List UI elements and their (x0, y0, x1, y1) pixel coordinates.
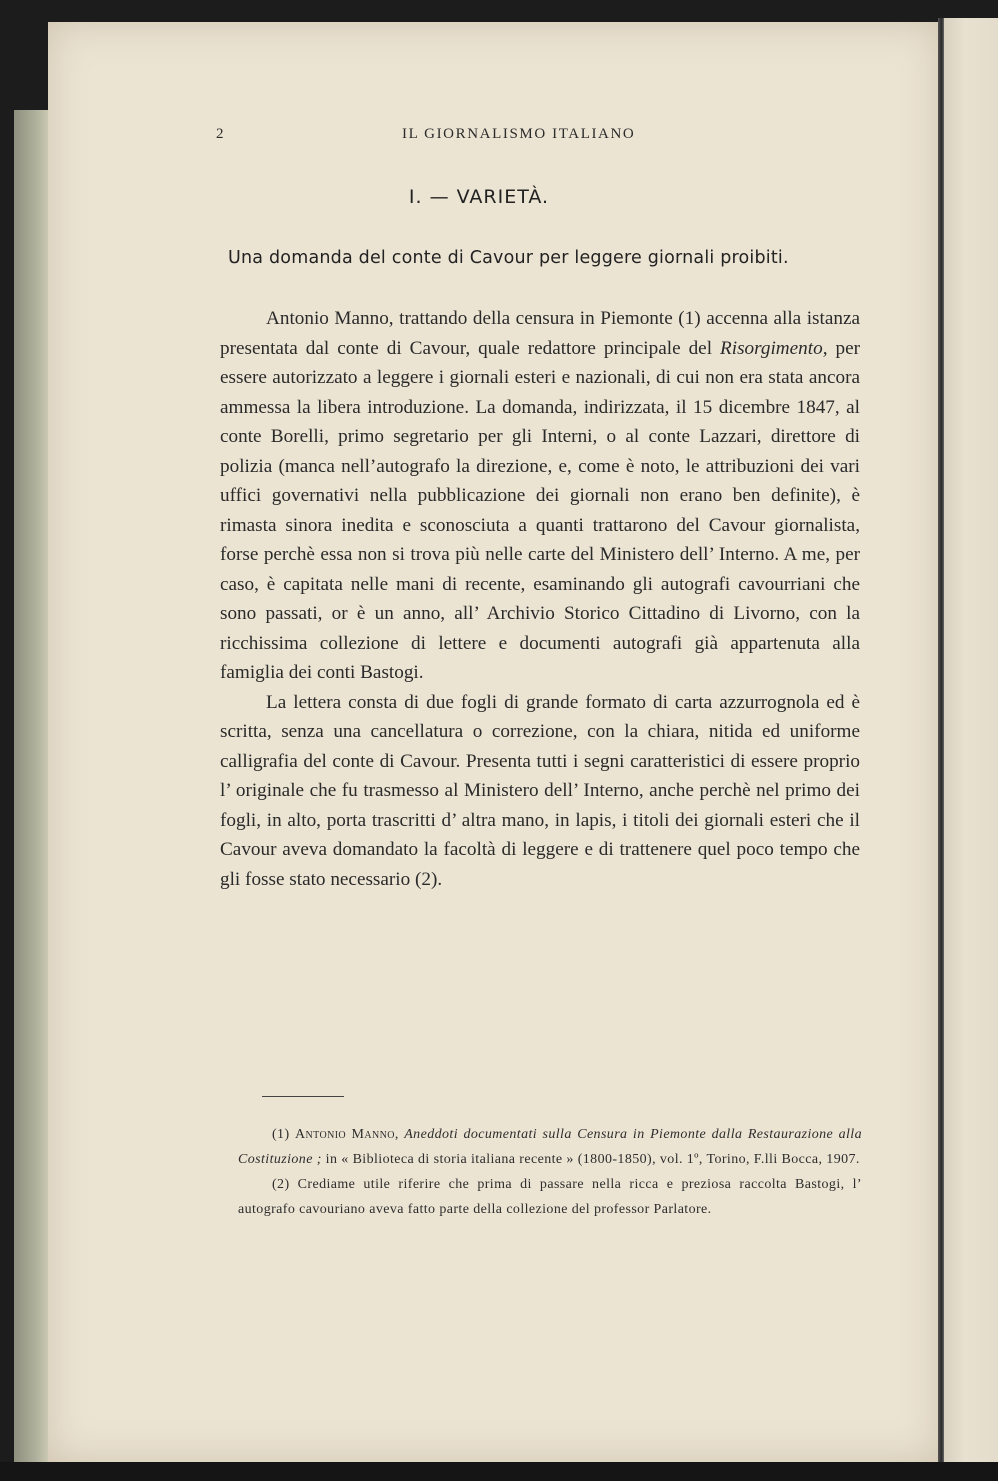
newspaper-title: Risorgimento, (720, 337, 828, 359)
footnotes (238, 1122, 862, 1222)
article-body (220, 304, 860, 894)
article-subtitle: Una domanda del conte di Cavour per leggere giornali proibiti. (228, 248, 789, 268)
page-left-edge (14, 110, 50, 1470)
footnote-author: Antonio Manno, (295, 1127, 399, 1142)
facing-page-edge (944, 18, 998, 1463)
running-title: IL GIORNALISMO ITALIANO (402, 126, 636, 142)
footnote-separator (262, 1096, 344, 1097)
footnote-1: (1) Antonio Manno, Aneddoti documentati sulla Censura in Piemonte dalla Restaurazione alla Costituzione ; in « Biblioteca di storia italiana recente » (1800-1850), vol. 1º, Torino, F.lli Bocca, 1907. (238, 1127, 862, 1167)
paragraph-1: Antonio Manno, trattando della censura in Piemonte (1) accenna alla istanza presentata dal conte di Cavour, quale redattore principale del Risorgimento, per essere autorizzato a leggere i giornali esteri e nazionali, di cui non era stata ancora ammessa la libera introduzione. La domanda, indirizzata, il 15 dicembre 1847, al conte Borelli, primo segretario per gli Interni, o al conte Lazzari, direttore di polizia (manca nell’autografo la direzione, e, come è noto, le attribuzioni dei vari uffici governativi nella pubblicazione dei giornali non erano ben definite), è rimasta sinora inedita e sconosciuta a quanti trattarono del Cavour giornalista, forse perchè essa non si trova più nelle carte del Ministero dell’ Interno. A me, per caso, è capitata nelle mani di recente, esaminando gli autografi cavourriani che sono passati, or è un anno, all’ Archivio Storico Cittadino di Livorno, con la ricchissima collezione di lettere e documenti autografi già appartenuta alla famiglia dei conti Bastogi. (220, 308, 860, 683)
section-title: I. — VARIETÀ. (408, 186, 550, 208)
footnote-2: (2) Crediame utile riferire che prima di passare nella ricca e preziosa raccolta Bastogi, l’ autografo cavouriano aveva fatto parte della collezione del professor Parlatore. (238, 1177, 862, 1217)
page-number: 2 (216, 126, 226, 142)
scan-bottom-border (0, 1462, 998, 1481)
footnote-work-title: Aneddoti documentati sulla Censura in Piemonte dalla Restaurazione alla Costituzione ; (238, 1127, 862, 1167)
running-head (0, 126, 998, 148)
paragraph-2: La lettera consta di due fogli di grande formato di carta azzurrognola ed è scritta, senza una cancellatura o correzione, con la chiara, nitida ed uniforme calligrafia del conte di Cavour. Presenta tutti i segni caratteristici di essere proprio l’ originale che fu trasmesso al Ministero dell’ Interno, anche perchè nel primo dei fogli, in alto, porta trascritti d’ altra mano, in lapis, i titoli dei giornali esteri che il Cavour aveva domandato la facoltà di leggere e di trattenere quel poco tempo che gli fosse stato necessario (2). (220, 691, 860, 890)
